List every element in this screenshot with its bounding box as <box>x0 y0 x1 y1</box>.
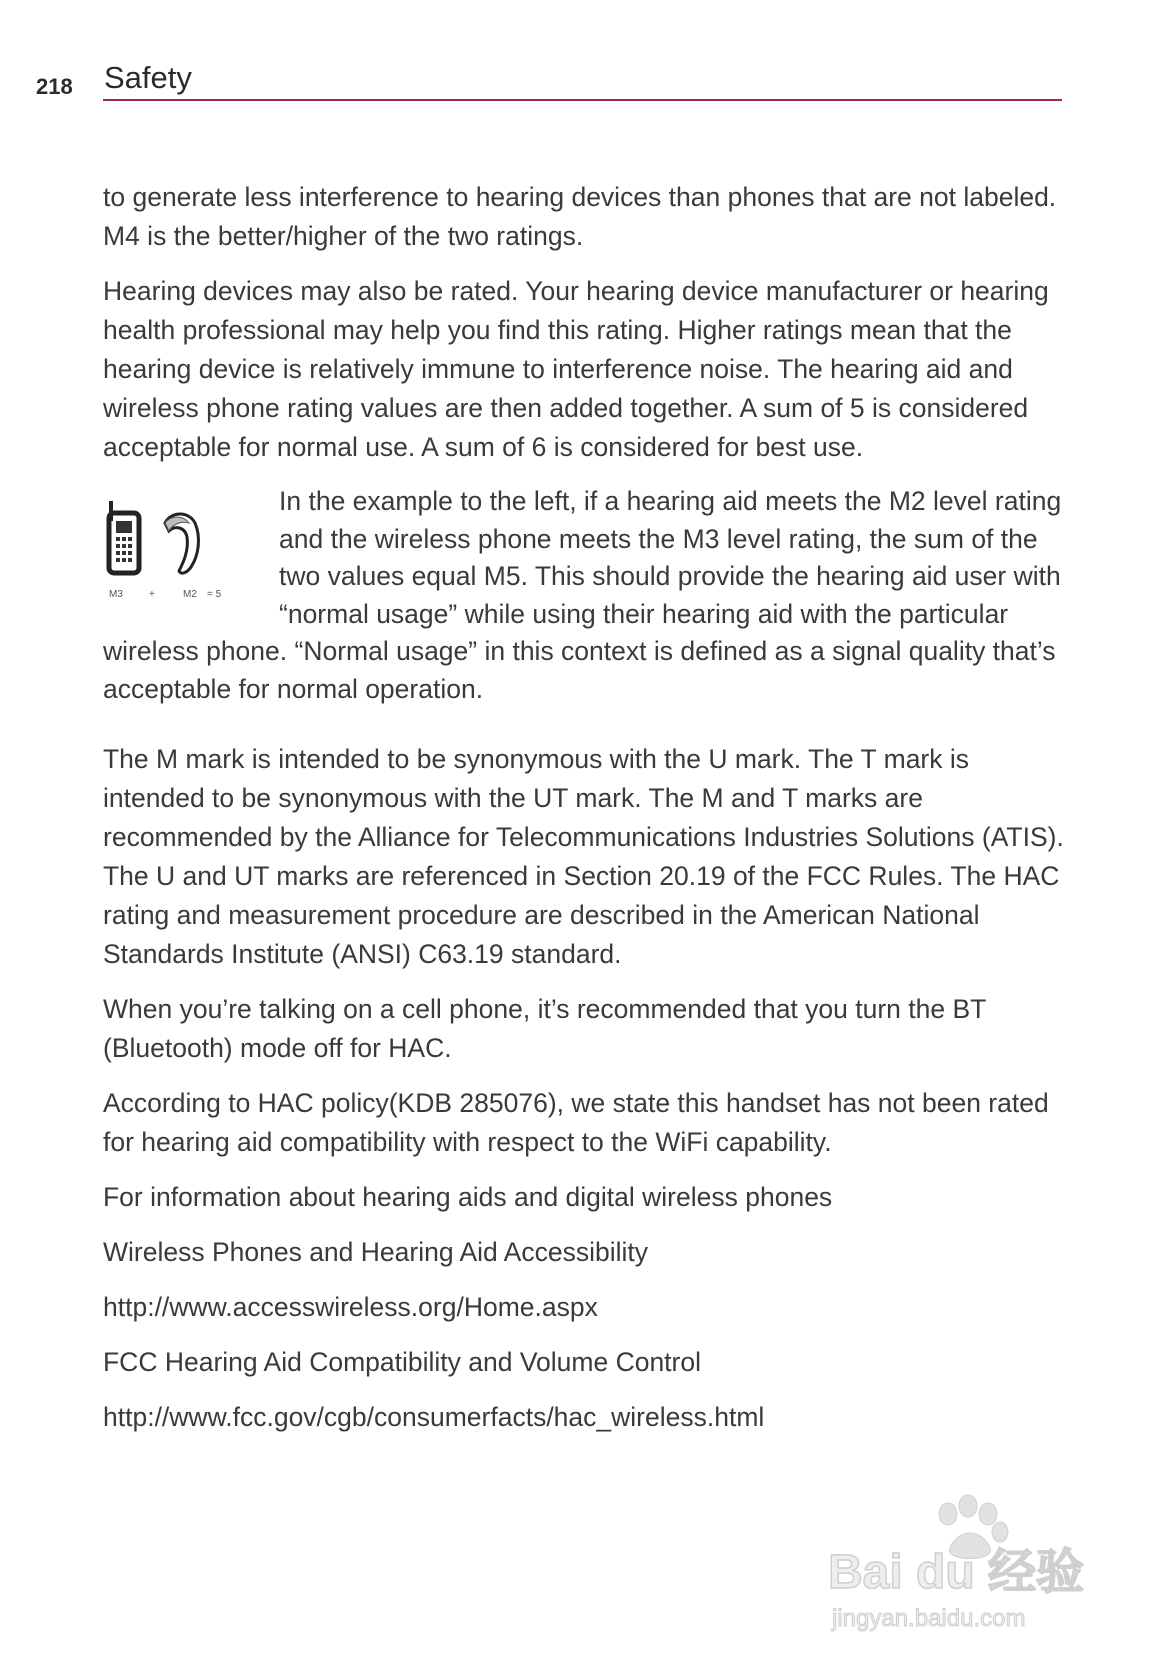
watermark-brand: Bai du 经验 <box>828 1546 1085 1599</box>
paragraph-rating-continued: to generate less interference to hearing devices than phones that are not labeled. M4 is the better/higher of the two ratings. <box>103 182 1057 251</box>
phone-rating-label: M3 <box>109 589 123 600</box>
page-header <box>36 60 1062 104</box>
link-url-accesswireless[interactable]: http://www.accesswireless.org/Home.aspx <box>103 1292 598 1322</box>
link-url-fcc[interactable]: http://www.fcc.gov/cgb/consumerfacts/hac_wireless.html <box>103 1402 765 1432</box>
paragraph-hearing-devices: Hearing devices may also be rated. Your hearing device manufacturer or hearing health professional may help you find this rating. Higher ratings mean that the hearing device is relatively immune to interference noise. The hearing aid and wireless phone rating values are then added together. A sum of 5 is considered acceptable for normal use. A sum of 6 is considered for best use. <box>103 276 1049 462</box>
section-title: Safety <box>104 60 192 95</box>
hac-example-illustration <box>103 493 253 613</box>
link-title-fcc: FCC Hearing Aid Compatibility and Volume Control <box>103 1347 701 1377</box>
paragraph-m-mark: The M mark is intended to be synonymous with the U mark. The T mark is intended to be synonymous with the UT mark. The M and T marks are recommended by the Alliance for Telecommunications Industries Solutions (ATIS). The U and UT marks are referenced in Section 20.19 of the FCC Rules. The HAC rating and measurement procedure are described in the American National Standards Institute (ANSI) C63.19 standard. <box>103 744 1064 969</box>
paragraph-bluetooth: When you’re talking on a cell phone, it’s recommended that you turn the BT (Bluetooth) mode off for HAC. <box>103 994 986 1063</box>
cell-phone-icon <box>109 501 139 573</box>
hearing-aid-icon <box>165 514 198 573</box>
watermark-site: jingyan.baidu.com <box>832 1605 1026 1632</box>
hac-example-figure <box>103 493 253 613</box>
aid-rating-label: M2 <box>183 589 197 600</box>
paragraph-more-info: For information about hearing aids and digital wireless phones <box>103 1182 833 1212</box>
paragraph-wifi-policy: According to HAC policy(KDB 285076), we state this handset has not been rated for hearing aid compatibility with respect to the WiFi capability. <box>103 1088 1049 1157</box>
sum-label: = 5 <box>207 589 222 600</box>
plus-sign: + <box>149 589 155 600</box>
link-title-accessibility: Wireless Phones and Hearing Aid Accessibility <box>103 1237 648 1267</box>
baidu-watermark-logo <box>818 1488 1098 1638</box>
page-number: 218 <box>36 74 73 99</box>
header-rule <box>103 99 1062 101</box>
example-section <box>103 483 1065 724</box>
page-body <box>103 178 1065 1453</box>
baidu-watermark <box>818 1488 1098 1638</box>
paragraph-example: In the example to the left, if a hearing aid meets the M2 level rating and the wireless phone meets the M3 level rating, the sum of the two values equal M5. This should provide the hearing aid user with “normal usage” while using their hearing aid with the particular wireless phone. “Normal usage” in this context is defined as a signal quality that’s acceptable for normal operation. <box>103 486 1062 704</box>
